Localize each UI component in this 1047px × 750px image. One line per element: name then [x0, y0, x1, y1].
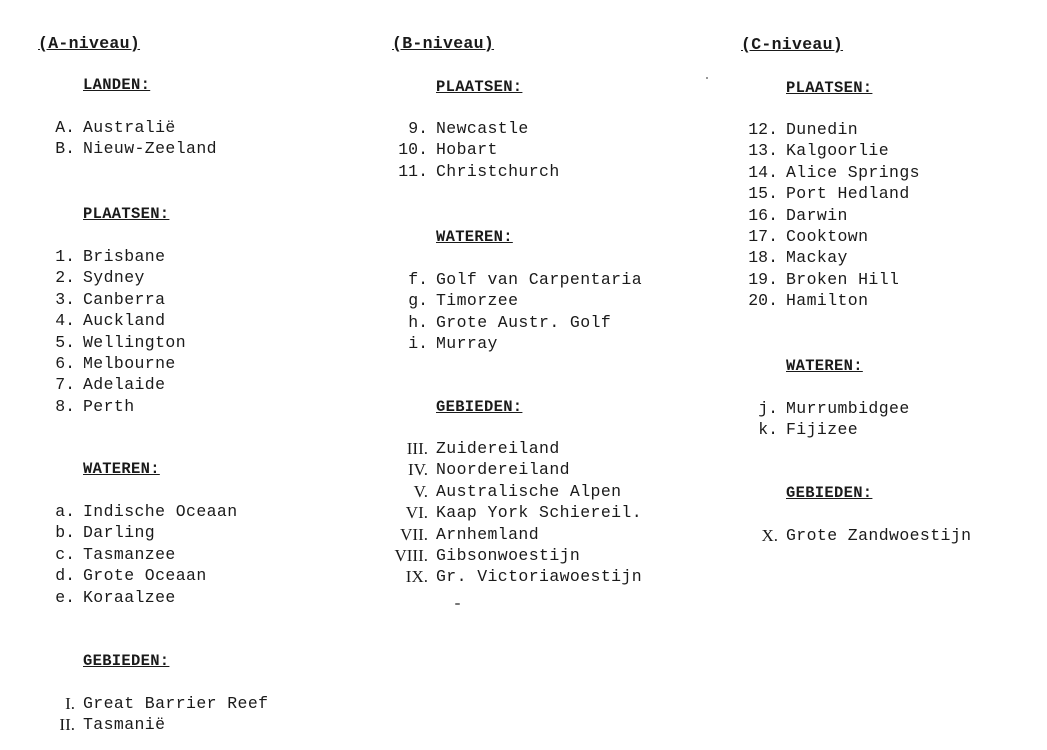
list-item: [406, 438, 642, 459]
heading-plaatsen-b: PLAATSEN:: [436, 78, 523, 96]
item-marker: 4.: [55, 311, 75, 331]
item-label: Auckland: [83, 311, 166, 331]
item-label: Dunedin: [786, 120, 859, 139]
heading-gebieden-c: GEBIEDEN:: [786, 484, 873, 502]
item-marker: j.: [758, 399, 778, 418]
list-item: [55, 353, 186, 374]
heading-plaatsen-c: PLAATSEN:: [786, 79, 873, 97]
list-item: [748, 162, 920, 183]
item-label: Grote Zandwoestijn: [786, 526, 972, 545]
item-marker: X.: [761, 526, 778, 545]
list-item: [761, 525, 972, 546]
list-item: [394, 545, 642, 566]
list-item: [748, 247, 920, 268]
item-marker: V.: [413, 481, 428, 501]
heading-wateren-c: WATEREN:: [786, 357, 863, 375]
item-marker: 1.: [55, 247, 75, 266]
item-marker: 8.: [55, 396, 75, 416]
list-item: [55, 332, 187, 353]
item-label: Christchurch: [436, 161, 560, 181]
list-item: [408, 269, 643, 290]
item-marker: III.: [406, 439, 428, 458]
list-item: [59, 714, 268, 735]
item-marker: c.: [55, 544, 75, 564]
list-item: [55, 246, 186, 267]
item-label: Kalgoorlie: [786, 141, 890, 161]
heading-gebieden-a: GEBIEDEN:: [83, 652, 170, 670]
item-marker: 9.: [408, 119, 428, 138]
item-label: Grote Oceaan: [83, 566, 207, 586]
item-label: Cooktown: [786, 226, 869, 246]
item-marker: VIII.: [394, 545, 428, 565]
scan-speck: [706, 77, 708, 79]
list-item: [55, 138, 217, 159]
list-item: [55, 374, 186, 395]
level-title-a: (A-niveau): [38, 34, 141, 53]
heading-wateren-b: WATEREN:: [436, 228, 513, 246]
list-item: [408, 333, 642, 354]
list-item: [408, 290, 642, 311]
item-label: Murrumbidgee: [786, 399, 910, 418]
item-marker: 2.: [55, 268, 75, 288]
item-label: Australische Alpen: [436, 481, 622, 501]
list-item: [55, 501, 238, 522]
item-label: Tasmanië: [83, 715, 166, 735]
item-marker: 19.: [748, 269, 778, 289]
item-marker: k.: [758, 420, 778, 440]
list-item: [55, 117, 217, 138]
item-marker: 13.: [748, 141, 778, 161]
item-marker: I.: [65, 694, 75, 713]
list-item: [408, 118, 560, 139]
scan-speck: [455, 603, 460, 605]
item-label: Broken Hill: [786, 269, 900, 289]
item-marker: 11.: [398, 161, 428, 181]
item-label: Gr. Victoriawoestijn: [436, 567, 643, 587]
list-wateren-b: [408, 269, 643, 355]
list-wateren-c: [758, 398, 910, 441]
item-label: Hobart: [436, 140, 498, 160]
item-label: Melbourne: [83, 353, 176, 373]
item-marker: d.: [55, 566, 75, 586]
list-gebieden-a: [59, 693, 269, 736]
list-item: [55, 396, 186, 417]
list-item: [405, 566, 643, 587]
item-label: Great Barrier Reef: [83, 694, 269, 713]
item-label: Timorzee: [436, 291, 519, 311]
list-item: [748, 183, 920, 204]
item-label: Canberra: [83, 289, 166, 309]
item-label: Hamilton: [786, 291, 869, 311]
list-item: [758, 398, 910, 419]
item-label: Darling: [83, 523, 156, 543]
list-item: [413, 481, 642, 502]
item-label: Kaap York Schiereil.: [436, 503, 643, 523]
item-label: Brisbane: [83, 247, 166, 266]
item-marker: 12.: [748, 120, 778, 139]
item-label: Adelaide: [83, 375, 166, 395]
list-gebieden-c: [761, 525, 972, 546]
item-marker: II.: [59, 715, 75, 735]
list-item: [748, 269, 920, 290]
item-label: Koraalzee: [83, 587, 176, 607]
list-item: [398, 139, 560, 160]
item-label: Alice Springs: [786, 162, 920, 182]
item-marker: a.: [55, 502, 75, 521]
item-marker: 7.: [55, 375, 75, 395]
list-item: [748, 119, 920, 140]
item-marker: A.: [55, 118, 75, 137]
heading-gebieden-b: GEBIEDEN:: [436, 398, 523, 416]
item-marker: 15.: [748, 184, 778, 204]
item-marker: B.: [55, 139, 75, 159]
list-plaatsen-c: [748, 119, 920, 312]
level-title-b: (B-niveau): [392, 34, 495, 53]
item-label: Indische Oceaan: [83, 502, 238, 521]
heading-wateren-a: WATEREN:: [83, 460, 160, 478]
item-marker: 16.: [748, 205, 778, 225]
list-item: [55, 267, 186, 288]
item-label: Newcastle: [436, 119, 529, 138]
list-gebieden-b: [394, 438, 643, 588]
item-label: Port Hedland: [786, 184, 910, 204]
list-item: [55, 565, 238, 586]
item-marker: 6.: [55, 353, 75, 373]
item-marker: 3.: [55, 289, 75, 309]
item-marker: VII.: [400, 524, 428, 544]
list-item: [408, 312, 642, 333]
list-item: [748, 290, 920, 311]
list-item: [398, 161, 560, 182]
list-item: [55, 522, 238, 543]
list-item: [758, 419, 910, 440]
list-item: [400, 524, 642, 545]
list-wateren-a: [55, 501, 238, 608]
item-label: Nieuw-Zeeland: [83, 139, 217, 159]
item-marker: IX.: [405, 567, 428, 587]
heading-landen: LANDEN:: [83, 76, 151, 94]
item-label: Zuidereiland: [436, 439, 560, 458]
item-label: Wellington: [83, 332, 187, 352]
item-label: Gibsonwoestijn: [436, 545, 581, 565]
list-item: [55, 544, 238, 565]
item-marker: IV.: [408, 460, 428, 480]
list-item: [55, 289, 186, 310]
item-marker: VI.: [405, 503, 428, 523]
item-label: Mackay: [786, 248, 848, 268]
list-item: [748, 226, 920, 247]
list-item: [65, 693, 269, 714]
item-marker: f.: [408, 270, 428, 289]
item-marker: 5.: [55, 332, 75, 352]
item-label: Perth: [83, 396, 135, 416]
item-label: Darwin: [786, 205, 848, 225]
list-item: [408, 459, 642, 480]
item-marker: 10.: [398, 140, 428, 160]
item-marker: 14.: [748, 162, 778, 182]
item-marker: b.: [55, 523, 75, 543]
level-title-c: (C-niveau): [741, 35, 844, 54]
item-label: Murray: [436, 334, 498, 354]
item-marker: i.: [408, 334, 428, 354]
heading-plaatsen-a: PLAATSEN:: [83, 205, 170, 223]
item-marker: 18.: [748, 248, 778, 268]
list-item: [748, 205, 920, 226]
item-marker: 17.: [748, 226, 778, 246]
item-marker: e.: [55, 587, 75, 607]
item-label: Tasmanzee: [83, 544, 176, 564]
list-item: [55, 587, 238, 608]
list-plaatsen-a: [55, 246, 187, 417]
item-marker: h.: [408, 312, 428, 332]
item-label: Arnhemland: [436, 524, 540, 544]
item-label: Fijizee: [786, 420, 859, 440]
list-plaatsen-b: [398, 118, 560, 182]
item-label: Golf van Carpentaria: [436, 270, 643, 289]
list-item: [748, 140, 920, 161]
list-item: [55, 310, 186, 331]
item-marker: 20.: [748, 291, 778, 311]
item-label: Sydney: [83, 268, 145, 288]
item-label: Grote Austr. Golf: [436, 312, 612, 332]
item-marker: g.: [408, 291, 428, 311]
list-item: [405, 502, 643, 523]
item-label: Noordereiland: [436, 460, 570, 480]
list-landen: [55, 117, 217, 160]
item-label: Australië: [83, 118, 176, 137]
